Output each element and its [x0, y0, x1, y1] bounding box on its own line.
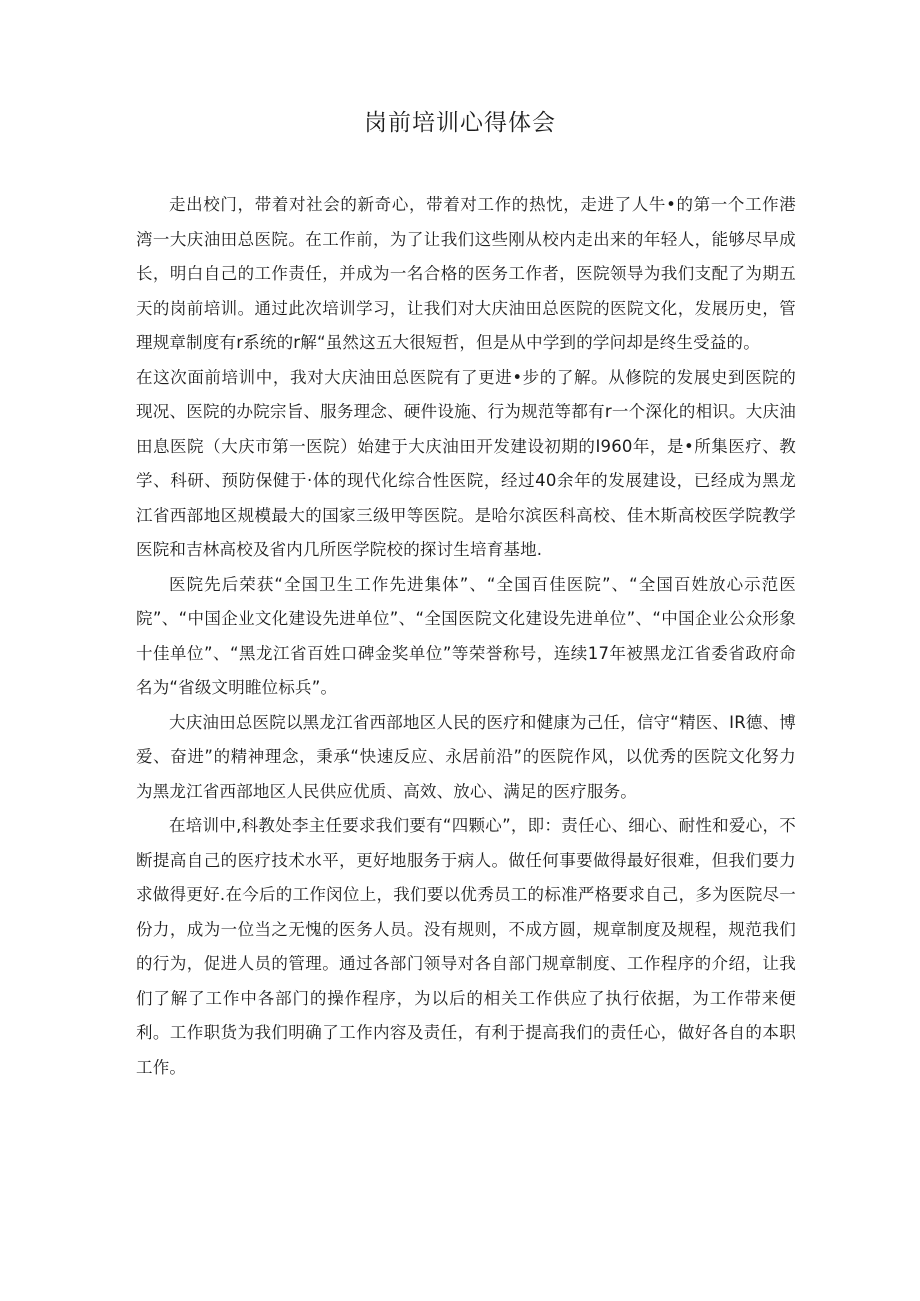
paragraph-4: 大庆油田总医院以黑龙江省西部地区人民的医疗和健康为己任，信守“精医、IR德、博爱、奋进”的精神理念，秉承“快速反应、永居前沿”的医院作风，以优秀的医院文化努力为黑龙江省西部地区人民供应优质、高效、放心、满足的医疗服务。 — [136, 712, 796, 801]
document-title: 岗前培训心得体会 — [364, 110, 556, 136]
paragraph-1: 走出校门，带着对社会的新奇心，带着对工作的热忱，走进了人牛•的第一个工作港湾一大庆油田总医院。在工作前，为了让我们这些刚从校内走出来的年轻人，能够尽早成长，明白自己的工作责任，并成为一名合格的医务工作者，医院领导为我们支配了为期五天的岗前培训。通过此次培训学习，让我们对大庆油田总医院的医院文化，发展历史，管理规章制度有r系统的r解“虽然这五大很短哲，但是从中学到的学问却是终生受益的。 — [136, 195, 796, 352]
paragraph-2: 在这次面前培训中，我对大庆油田总医院有了更进•步的了解。从修院的发展史到医院的现况、医院的办院宗旨、服务理念、硬件设施、行为规范等都有r一个深化的相识。大庆油田息医院（大庆市第一医院）始建于大庆油田开发建设初期的I960年，是•所集医疗、教学、科研、预防保健于·体的现代化综合性医院，经过40余年的发展建设，已经成为黑龙江省西部地区规模最大的国家三级甲等医院。是哈尔滨医科高校、佳木斯高校医学院教学医院和吉林高校及省内几所医学院校的探讨生培育基地. — [136, 367, 796, 559]
paragraph-5: 在培训中,科教处李主任要求我们要有“四颗心”，即：责任心、细心、耐性和爱心，不断提高自己的医疗技术水平，更好地服务于病人。做任何事要做得最好很难，但我们要力求做得更好.在今后的工作闵位上，我们要以优秀员工的标准严格要求自己，多为医院尽一份力，成为一位当之无愧的医务人员。没有规则，不成方圆，规章制度及规程，规范我们的行为，促进人员的管理。通过各部门领导对各自部门规章制度、工作程序的介绍，让我们了解了工作中各部门的操作程序，为以后的相关工作供应了执行依据，为工作带来便利。工作职货为我们明确了工作内容及责任，有利于提高我们的责任心，做好各自的本职工作。 — [136, 816, 796, 1077]
document-body — [136, 188, 796, 1085]
paragraph-3: 医院先后荣获“全国卫生工作先进集体”、“全国百佳医院”、“全国百姓放心示范医院”、“中国企业文化建设先进单位”、“全国医院文化建设先进单位”、“中国企业公众形象十佳单位”、“黑龙江省百姓口碑金奖单位”等荣誉称号，连续17年被黑龙江省委省政府命名为“省级文明睢位标兵”。 — [136, 574, 796, 697]
